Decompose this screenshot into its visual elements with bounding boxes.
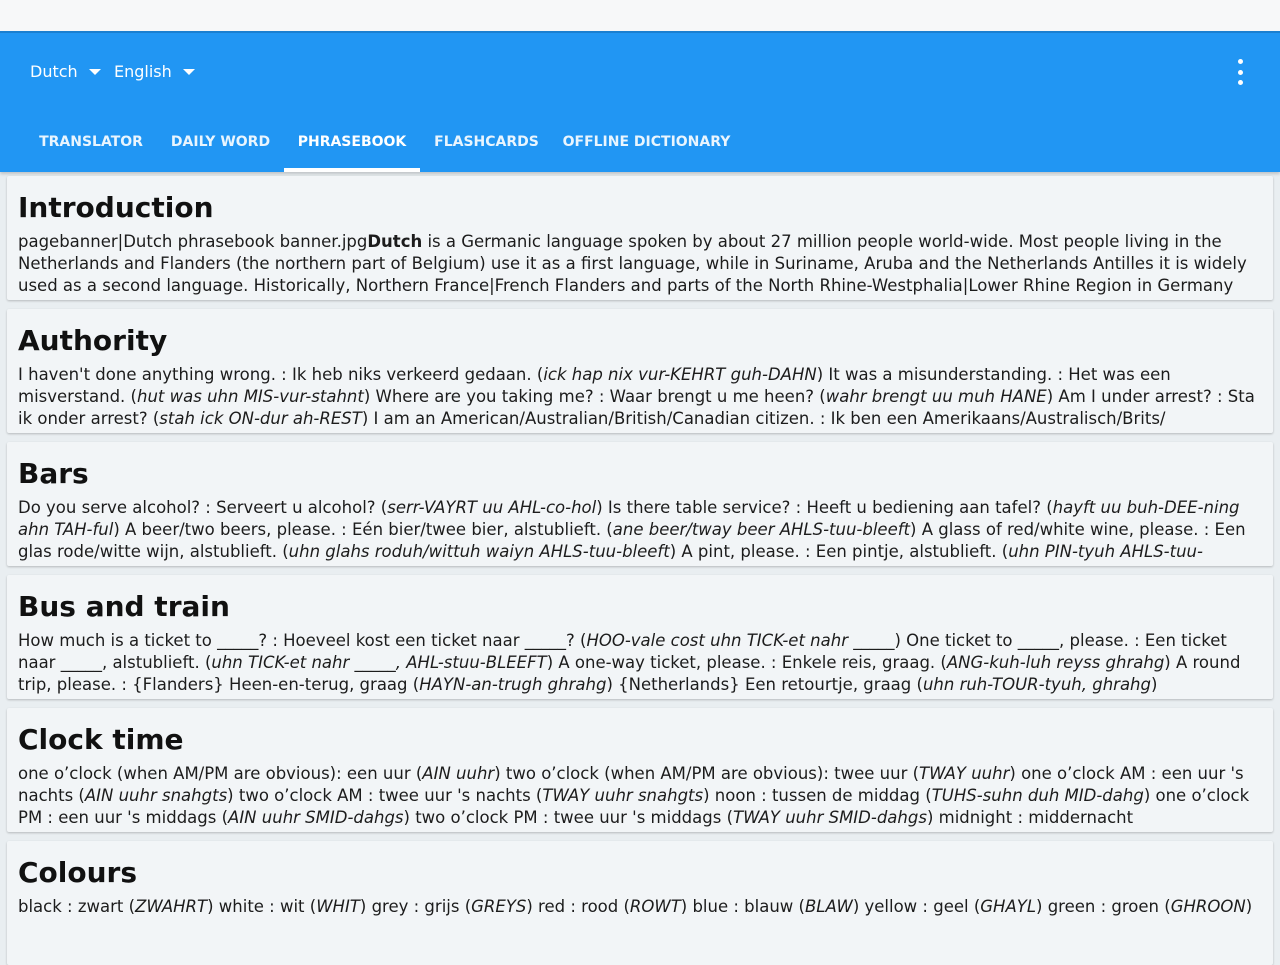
text-run: ) two o’clock (when AM/PM are obvious): twee uur ( bbox=[494, 764, 920, 783]
section-card-bars[interactable] bbox=[7, 442, 1273, 566]
status-bar bbox=[0, 0, 1280, 31]
text-run: ) bbox=[1245, 897, 1253, 916]
pronunciation-run: BLAW bbox=[804, 897, 853, 916]
tab-daily-word[interactable]: DAILY WORD bbox=[170, 134, 271, 150]
section-body bbox=[18, 630, 1264, 696]
section-title: Bus and train bbox=[18, 590, 230, 623]
pronunciation-run: hut was uhn MIS-vur-stahnt bbox=[137, 387, 364, 406]
section-title: Introduction bbox=[18, 191, 214, 224]
tab-bar bbox=[0, 123, 1280, 172]
bold-run: Dutch bbox=[367, 232, 423, 251]
pronunciation-run: uhn ruh-TOUR-tyuh, ghrahg bbox=[922, 675, 1151, 694]
target-language-label: English bbox=[114, 62, 172, 81]
text-run: ) I am an American/Australian/British/Canadian citizen. : Ik ben een Amerikaans/Australisch/Brits/ bbox=[361, 409, 1166, 428]
text-run: ) Where are you taking me? : Waar brengt u me heen? ( bbox=[363, 387, 826, 406]
text-run: ) white : wit ( bbox=[207, 897, 317, 916]
more-vert-icon[interactable] bbox=[1228, 59, 1252, 85]
text-run: black : zwart ( bbox=[18, 897, 136, 916]
text-run: ) A one-way ticket, please. : Enkele reis, graag. ( bbox=[546, 653, 947, 672]
pronunciation-run: GHROON bbox=[1170, 897, 1246, 916]
text-run: ) yellow : geel ( bbox=[852, 897, 981, 916]
text-run: ) blue : blauw ( bbox=[680, 897, 805, 916]
text-run: ) It was a misunderstanding. : Het was een misverstand. ( bbox=[18, 365, 1171, 406]
pronunciation-run: serr-VAYRT uu AHL-co-hol bbox=[387, 498, 597, 517]
text-run: ) red : rood ( bbox=[526, 897, 630, 916]
more-dot bbox=[1238, 70, 1243, 75]
section-card-clock-time[interactable] bbox=[7, 708, 1273, 832]
pronunciation-run: TUHS-suhn duh MID-dahg bbox=[931, 786, 1144, 805]
source-language-caret-icon bbox=[89, 69, 101, 75]
tab-flashcards[interactable]: FLASHCARDS bbox=[434, 134, 539, 150]
section-card-bus-and-train[interactable] bbox=[7, 575, 1273, 699]
source-language-dropdown[interactable] bbox=[30, 61, 101, 83]
pronunciation-run: AIN uuhr SMID-dahgs bbox=[228, 808, 404, 827]
text-run: ) Am I under arrest? : Sta ik onder arrest? ( bbox=[18, 387, 1255, 428]
pronunciation-run: GHAYL bbox=[980, 897, 1037, 916]
text-run: pagebanner|Dutch phrasebook banner.jpg bbox=[18, 232, 368, 251]
text-run: ) One ticket to _____, please. : Een ticket naar _____, alstublieft. ( bbox=[18, 631, 1227, 672]
target-language-caret-icon bbox=[183, 69, 195, 75]
app-bar bbox=[0, 31, 1280, 172]
pronunciation-run: uhn glahs roduh/wittuh waiyn AHLS-tuu-bleeft bbox=[288, 542, 670, 561]
section-body bbox=[18, 497, 1264, 563]
section-card-authority[interactable] bbox=[7, 309, 1273, 433]
text-run: ) grey : grijs ( bbox=[359, 897, 472, 916]
pronunciation-run: ROWT bbox=[629, 897, 681, 916]
tab-translator[interactable]: TRANSLATOR bbox=[39, 134, 143, 150]
section-title: Bars bbox=[18, 457, 89, 490]
pronunciation-run: uhn PIN-tyuh AHLS-tuu- bbox=[1008, 542, 1203, 561]
pronunciation-run: ANG-kuh-luh reyss ghrahg bbox=[946, 653, 1165, 672]
text-run: ) midnight : middernacht bbox=[926, 808, 1134, 827]
tab-offline-dictionary[interactable]: OFFLINE DICTIONARY bbox=[562, 134, 731, 150]
text-run: ) Is there table service? : Heeft u bediening aan tafel? ( bbox=[596, 498, 1053, 517]
section-title: Authority bbox=[18, 324, 168, 357]
pronunciation-run: wahr brengt uu muh HANE bbox=[825, 387, 1047, 406]
pronunciation-run: ane beer/tway beer AHLS-tuu-bleeft bbox=[612, 520, 911, 539]
pronunciation-run: AIN uuhr snahgts bbox=[84, 786, 228, 805]
pronunciation-run: stah ick ON-dur ah-REST bbox=[159, 409, 362, 428]
text-run: ) bbox=[1150, 675, 1158, 694]
pronunciation-run: HAYN-an-trugh ghrahg bbox=[419, 675, 607, 694]
section-body bbox=[18, 231, 1264, 297]
pronunciation-run: HOO-vale cost uhn TICK-et nahr _____ bbox=[586, 631, 895, 650]
pronunciation-run: GREYS bbox=[471, 897, 527, 916]
pronunciation-run: hayft uu buh-DEE-ning ahn TAH-ful bbox=[18, 498, 1240, 539]
source-language-label: Dutch bbox=[30, 62, 78, 81]
text-run: ) {Netherlands} Een retourtje, graag ( bbox=[606, 675, 923, 694]
phrasebook-list[interactable] bbox=[0, 172, 1280, 916]
section-title: Clock time bbox=[18, 723, 184, 756]
section-card-colours[interactable] bbox=[7, 841, 1273, 965]
text-run: ) green : groen ( bbox=[1036, 897, 1171, 916]
pronunciation-run: TWAY uuhr snahgts bbox=[542, 786, 704, 805]
pronunciation-run: AIN uuhr bbox=[422, 764, 495, 783]
pronunciation-run: WHIT bbox=[316, 897, 360, 916]
target-language-dropdown[interactable] bbox=[114, 61, 195, 83]
text-run: is a Germanic language spoken by about 27 million people world-wide. Most people living in the Netherlands and Flanders (the northern part of Belgium) use it as a first language, while in Suriname, Aruba and the Netherlands Antilles it is widely used as a second language. Historically, Northern France|French Flanders and parts of the North Rhine-Westphalia|Lower Rhine Region in Germany bbox=[18, 232, 1247, 295]
text-run: ) one o’clock PM : een uur 's middags ( bbox=[18, 786, 1250, 827]
text-run: ) two o’clock AM : twee uur 's nachts ( bbox=[227, 786, 543, 805]
pronunciation-run: uhn TICK-et nahr _____, AHL-stuu-BLEEFT bbox=[211, 653, 547, 672]
text-run: ) A beer/two beers, please. : Eén bier/twee bier, alstublieft. ( bbox=[113, 520, 613, 539]
text-run: ) A round trip, please. : {Flanders} Heen-en-terug, graag ( bbox=[18, 653, 1241, 694]
more-dot bbox=[1238, 59, 1243, 64]
text-run: ) noon : tussen de middag ( bbox=[703, 786, 932, 805]
tab-phrasebook[interactable]: PHRASEBOOK bbox=[284, 123, 420, 172]
app-bar-top-line bbox=[0, 31, 1280, 33]
pronunciation-run: TWAY uuhr bbox=[919, 764, 1010, 783]
text-run: Do you serve alcohol? : Serveert u alcohol? ( bbox=[18, 498, 388, 517]
text-run: one o’clock (when AM/PM are obvious): een uur ( bbox=[18, 764, 423, 783]
more-dot bbox=[1238, 80, 1243, 85]
pronunciation-run: TWAY uuhr SMID-dahgs bbox=[733, 808, 927, 827]
text-run: ) one o’clock AM : een uur 's nachts ( bbox=[18, 764, 1244, 805]
text-run: ) A pint, please. : Een pintje, alstublieft. ( bbox=[669, 542, 1009, 561]
pronunciation-run: ZWAHRT bbox=[135, 897, 208, 916]
section-body bbox=[18, 763, 1264, 829]
text-run: I haven't done anything wrong. : Ik heb niks verkeerd gedaan. ( bbox=[18, 365, 544, 384]
section-body bbox=[18, 364, 1264, 430]
section-body bbox=[18, 896, 1264, 962]
text-run: ) A glass of red/white wine, please. : Een glas rode/witte wijn, alstublieft. ( bbox=[18, 520, 1246, 561]
section-card-introduction[interactable] bbox=[7, 176, 1273, 300]
text-run: ) two o’clock PM : twee uur 's middags ( bbox=[403, 808, 734, 827]
section-title: Colours bbox=[18, 856, 138, 889]
text-run: How much is a ticket to _____? : Hoeveel kost een ticket naar _____? ( bbox=[18, 631, 587, 650]
pronunciation-run: ick hap nix vur-KEHRT guh-DAHN bbox=[543, 365, 817, 384]
